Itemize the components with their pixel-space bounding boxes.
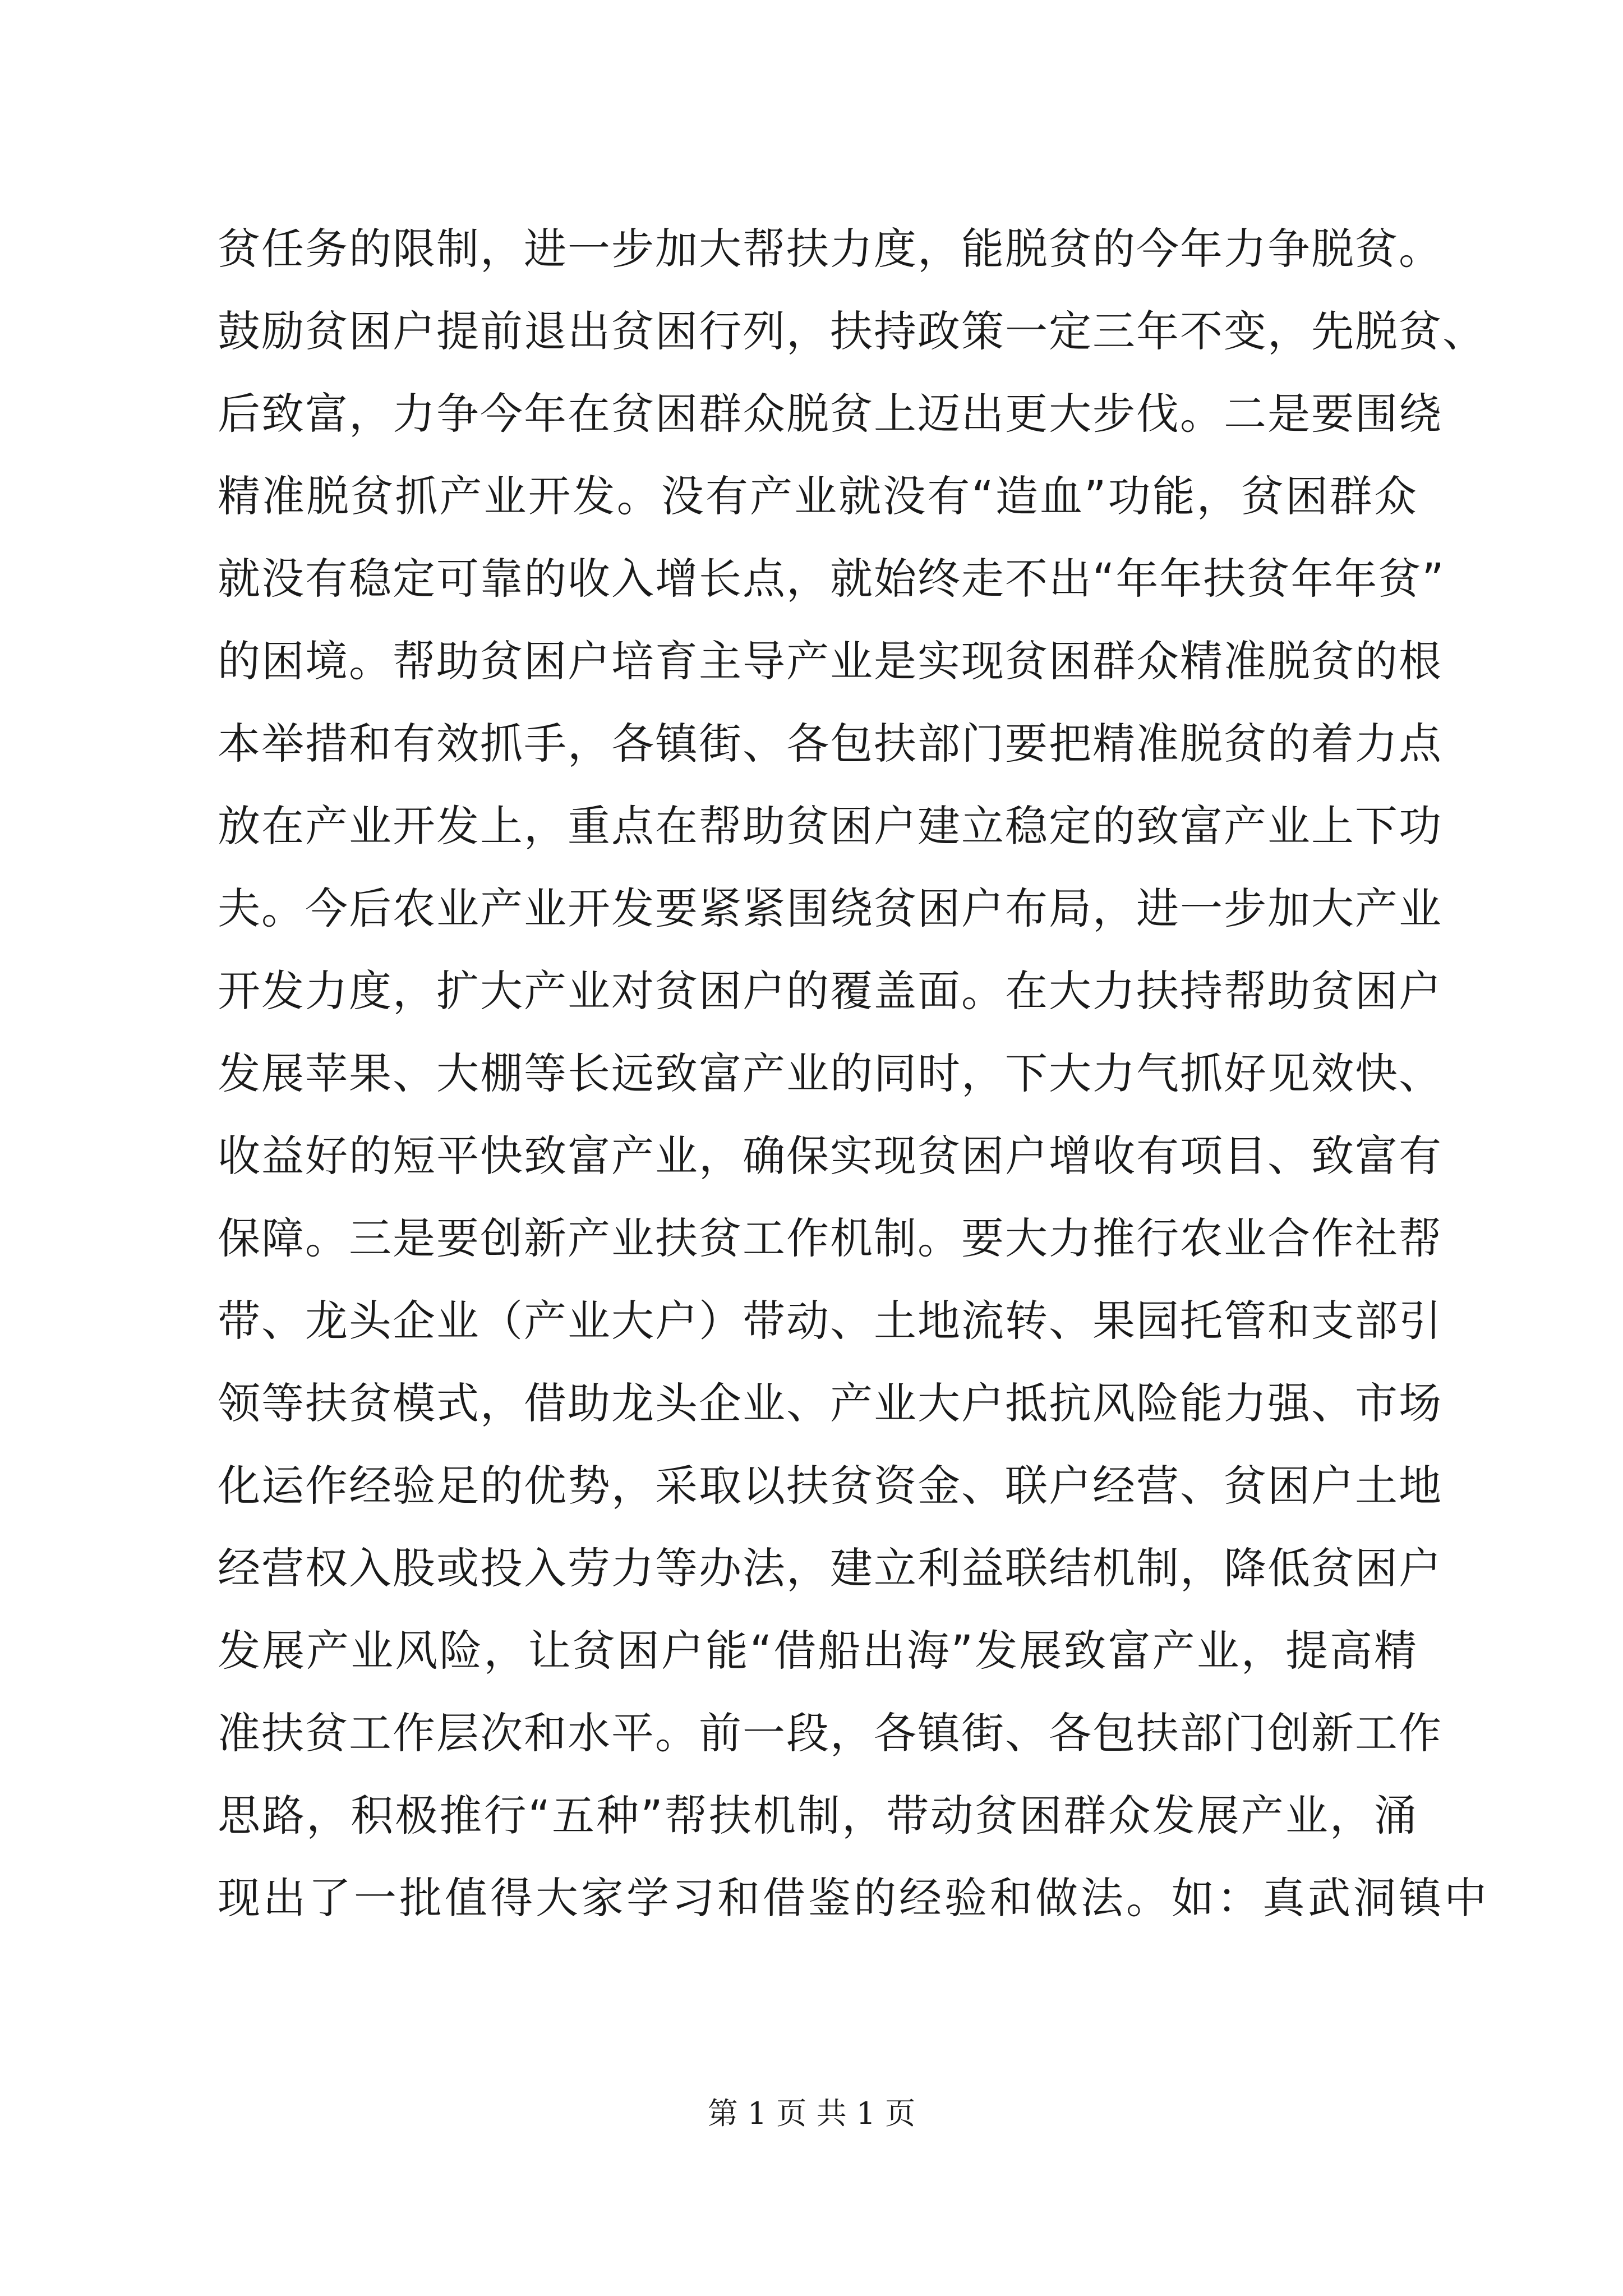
text-line: 经营权入股或投入劳力等办法，建立利益联结机制，降低贫困户 [218,1543,1442,1593]
page-footer [0,2094,1623,2133]
text-line: 带、龙头企业（产业大户）带动、土地流转、果园托管和支部引 [218,1296,1442,1346]
text-line: 保障。三是要创新产业扶贫工作机制。要大力推行农业合作社帮 [218,1213,1442,1263]
text-line: 思路，积极推行“五种”帮扶机制，带动贫困群众发展产业，涌 [218,1791,1418,1841]
text-line: 发展产业风险，让贫困户能“借船出海”发展致富产业，提高精 [218,1626,1418,1676]
text-line: 夫。今后农业产业开发要紧紧围绕贫困户布局，进一步加大产业 [218,884,1442,933]
text-line: 放在产业开发上，重点在帮助贫困户建立稳定的致富产业上下功 [218,801,1442,851]
text-line: 本举措和有效抓手，各镇街、各包扶部门要把精准脱贫的着力点 [218,719,1442,769]
body-text [218,208,1490,1939]
text-line: 开发力度，扩大产业对贫困户的覆盖面。在大力扶持帮助贫困户 [218,966,1442,1016]
text-line: 发展苹果、大棚等长远致富产业的同时，下大力气抓好见效快、 [218,1048,1442,1098]
page-number-label: 第 1 页 共 1 页 [707,2096,916,2131]
text-line: 精准脱贫抓产业开发。没有产业就没有“造血”功能，贫困群众 [218,471,1418,521]
text-line: 领等扶贫模式，借助龙头企业、产业大户抵抗风险能力强、市场 [218,1378,1442,1428]
text-line: 的困境。帮助贫困户培育主导产业是实现贫困群众精准脱贫的根 [218,636,1442,686]
text-line: 后致富，力争今年在贫困群众脱贫上迈出更大步伐。二是要围绕 [218,389,1442,439]
text-line: 现出了一批值得大家学习和借鉴的经验和做法。如：真武洞镇中 [218,1873,1490,1923]
text-line: 鼓励贫困户提前退出贫困行列，扶持政策一定三年不变，先脱贫、 [218,306,1486,356]
text-line: 就没有稳定可靠的收入增长点，就始终走不出“年年扶贫年年贫” [218,554,1445,604]
text-line: 贫任务的限制，进一步加大帮扶力度，能脱贫的今年力争脱贫。 [218,224,1442,274]
text-line: 收益好的短平快致富产业，确保实现贫困户增收有项目、致富有 [218,1131,1442,1181]
text-line: 化运作经验足的优势，采取以扶贫资金、联户经营、贫困户土地 [218,1461,1442,1511]
text-line: 准扶贫工作层次和水平。前一段，各镇街、各包扶部门创新工作 [218,1708,1442,1758]
